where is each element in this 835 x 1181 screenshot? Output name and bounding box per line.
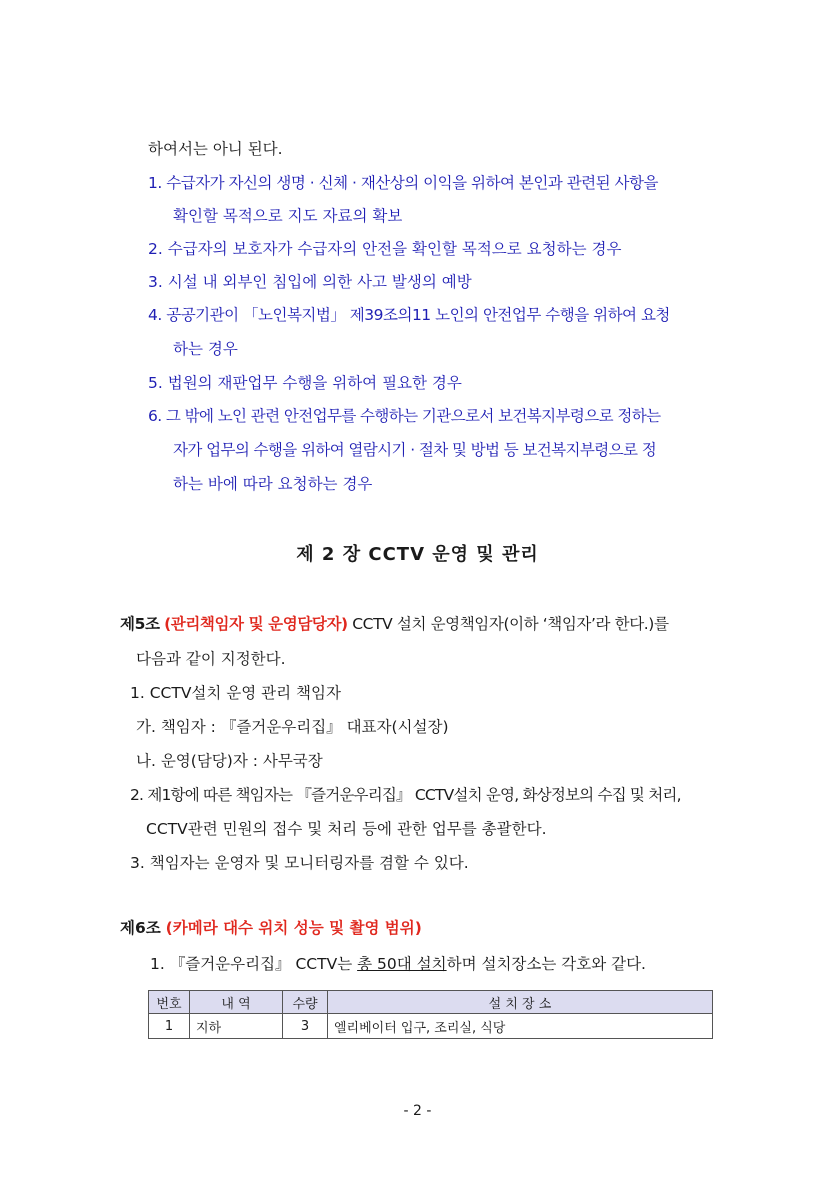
- paragraph: [150, 953, 646, 975]
- paragraph-continuation: CCTV관련 민원의 접수 및 처리 등에 관한 업무를 총괄한다.: [146, 820, 547, 838]
- table-row: [149, 1014, 713, 1039]
- article-text-continuation: 다음과 같이 지정한다.: [136, 650, 286, 668]
- column-header-number: 번호: [149, 991, 190, 1014]
- list-item-continuation: 하는 경우: [173, 340, 238, 358]
- article-title: (관리책임자 및 운영담당자): [164, 615, 348, 633]
- article-number: 제6조: [120, 919, 161, 937]
- camera-location-table: [148, 990, 713, 1039]
- paragraph: 1. CCTV설치 운영 관리 책임자: [130, 684, 341, 702]
- list-item: 5. 법원의 재판업무 수행을 위하여 필요한 경우: [148, 374, 462, 392]
- cell-item: 지하: [190, 1014, 283, 1039]
- list-item: 3. 시설 내 외부인 침입에 의한 사고 발생의 예방: [148, 273, 472, 291]
- cell-quantity: 3: [283, 1014, 328, 1039]
- table-header-row: [149, 991, 713, 1014]
- paragraph-text: 1. 『즐거운우리집』 CCTV는: [150, 955, 358, 973]
- article-text: CCTV 설치 운영책임자(이하 ‘책임자’라 한다.)를: [347, 615, 669, 633]
- list-item: 4. 공공기관이 「노인복지법」 제39조의11 노인의 안전업무 수행을 위하여 요청: [148, 306, 670, 324]
- paragraph: 2. 제1항에 따른 책임자는 『즐거운우리집』 CCTV설치 운영, 화상정보의 수집 및 처리,: [130, 786, 681, 804]
- underlined-text: 총 50대 설치: [357, 955, 447, 973]
- list-item-continuation: 하는 바에 따라 요청하는 경우: [173, 475, 373, 493]
- column-header-location: 설 치 장 소: [328, 991, 713, 1014]
- sub-item: 가. 책임자 : 『즐거운우리집』 대표자(시설장): [136, 718, 449, 736]
- list-item-continuation: 확인할 목적으로 지도 자료의 확보: [173, 207, 403, 225]
- article-6-heading: [120, 917, 422, 939]
- sub-item: 나. 운영(담당)자 : 사무국장: [136, 752, 323, 770]
- paragraph: 3. 책임자는 운영자 및 모니터링자를 겸할 수 있다.: [130, 854, 469, 872]
- list-item: 2. 수급자의 보호자가 수급자의 안전을 확인할 목적으로 요청하는 경우: [148, 240, 622, 258]
- text-line: 하여서는 아니 된다.: [148, 140, 283, 158]
- page-number: - 2 -: [403, 1103, 432, 1119]
- article-number: 제5조: [120, 615, 160, 633]
- list-item: 6. 그 밖에 노인 관련 안전업무를 수행하는 기관으로서 보건복지부령으로 정하는: [148, 407, 661, 425]
- paragraph-text: 하며 설치장소는 각호와 같다.: [446, 955, 646, 973]
- article-title: (카메라 대수 위치 성능 및 촬영 범위): [165, 919, 422, 937]
- cell-location: 엘리베이터 입구, 조리실, 식당: [328, 1014, 713, 1039]
- chapter-title: 제 2 장 CCTV 운영 및 관리: [296, 544, 539, 565]
- list-item-continuation: 자가 업무의 수행을 위하여 열람시기 · 절차 및 방법 등 보건복지부령으로 정: [173, 441, 657, 459]
- column-header-quantity: 수량: [283, 991, 328, 1014]
- article-5-heading: [120, 613, 669, 635]
- column-header-item: 내 역: [190, 991, 283, 1014]
- list-item: 1. 수급자가 자신의 생명 · 신체 · 재산상의 이익을 위하여 본인과 관련된 사항을: [148, 174, 658, 192]
- cell-number: 1: [149, 1014, 190, 1039]
